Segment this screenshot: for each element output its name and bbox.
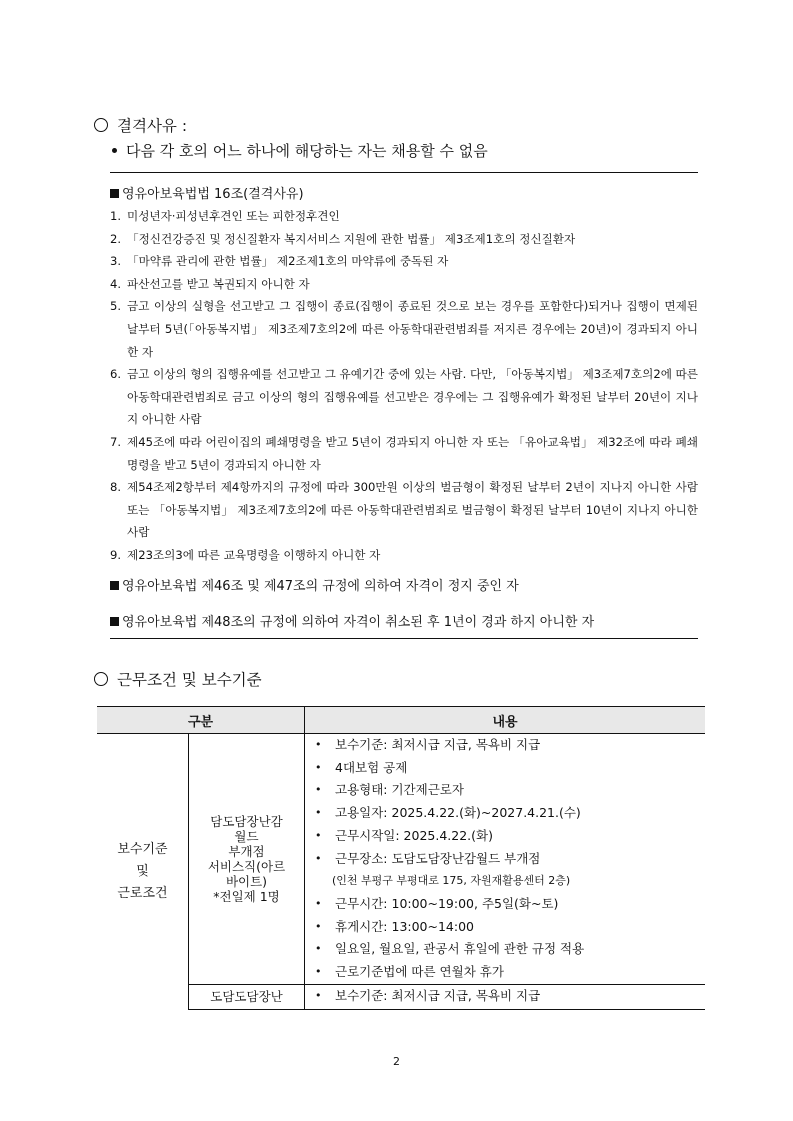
table-row — [97, 984, 705, 1009]
row-label-line: 보수기준 — [117, 841, 168, 857]
list-item — [110, 431, 698, 476]
law-heading — [110, 183, 304, 202]
item-text: 보수기준: 최저시급 지급, 목욕비 지급 — [335, 988, 541, 1004]
bullet-icon: • — [315, 919, 322, 933]
condition-list — [305, 734, 705, 984]
header-content: 내용 — [305, 707, 706, 734]
sub-label — [189, 734, 305, 985]
revocation-heading — [110, 611, 594, 630]
sub-label-line: 월드 — [234, 828, 259, 844]
item-text: 근무시작일: 2025.4.22.(화) — [335, 827, 493, 843]
list-item — [110, 544, 698, 567]
list-item — [110, 363, 698, 431]
revocation-heading-text: 영유아보육법 제48조의 규정에 의하여 자격이 취소된 후 1년이 경과 하지 아니한 자 — [122, 615, 595, 630]
conditions-table — [97, 706, 705, 1010]
item-number: 7. — [110, 434, 122, 449]
header-category: 구분 — [97, 707, 305, 734]
table-row — [97, 734, 705, 985]
row-label-line: 및 — [136, 863, 149, 879]
sub-label-line: *전일제 1명 — [213, 888, 280, 904]
item-number: 4. — [110, 276, 122, 291]
square-bullet-icon — [110, 189, 119, 198]
item-number: 8. — [110, 480, 122, 495]
bullet-icon: • — [315, 828, 322, 842]
list-item — [315, 893, 705, 916]
suspension-heading-text: 영유아보육법 제46조 및 제47조의 규정에 의하여 자격이 정지 중인 자 — [122, 579, 519, 594]
bullet-icon: • — [315, 760, 322, 774]
item-text: 고용일자: 2025.4.22.(화)~2027.4.21.(수) — [335, 805, 581, 821]
item-text: 일요일, 월요일, 관공서 휴일에 관한 규정 적용 — [335, 941, 585, 957]
bullet-icon: • — [315, 738, 322, 751]
list-item — [315, 802, 705, 825]
sub-label-line: 서비스직(아르 — [207, 858, 286, 874]
condition-list — [305, 985, 705, 1008]
item-text: 금고 이상의 형의 집행유예를 선고받고 그 유예기간 중에 있는 사람. 다만, 「아동복지법」 제3조제7호의2에 따른 아동학대관련범죄로 금고 이상의 형의 집행유예를 선고받은 경우에는 그 집행유예가 확정된 날부터 20년이 지나지 아니한 사람 — [127, 367, 698, 427]
item-number: 6. — [110, 367, 122, 382]
item-text: 금고 이상의 실형을 선고받고 그 집행이 종료(집행이 종료된 것으로 보는 경우를 포함한다)되거나 집행이 면제된 날부터 5년(「아동복지법」 제3조제7호의2에 따른 아동학대관련범죄를 저지른 경우에는 20년)이 경과되지 아니한 자 — [127, 299, 698, 359]
list-item — [315, 734, 705, 757]
item-number: 5. — [110, 299, 122, 314]
item-text: 보수기준: 최저시급 지급, 목욕비 지급 — [335, 737, 541, 752]
box-bottom-rule — [110, 638, 698, 639]
sub-label: 도담도담장난 — [189, 984, 305, 1009]
list-item — [315, 938, 705, 961]
suspension-heading — [110, 575, 519, 594]
list-item — [110, 205, 698, 228]
section-title-conditions — [94, 668, 262, 690]
bullet-icon: • — [315, 942, 322, 956]
bullet-icon: • — [315, 851, 322, 865]
page-number: 2 — [393, 1055, 400, 1068]
list-item — [315, 779, 705, 802]
section-title-disqualification — [94, 114, 187, 136]
item-text: 휴게시간: 13:00~14:00 — [335, 918, 475, 934]
list-item — [315, 825, 705, 848]
bullet-icon: • — [315, 783, 322, 797]
list-item — [110, 295, 698, 363]
item-text: 「정신건강증진 및 정신질환자 복지서비스 지원에 관한 법률」 제3조제1호의 정신질환자 — [127, 231, 576, 246]
item-number: 1. — [110, 209, 122, 223]
content-cell — [305, 734, 706, 985]
square-bullet-icon — [110, 617, 119, 626]
sub-label-line: 담도담장난감 — [210, 813, 283, 829]
item-text: 파산선고를 받고 복권되지 아니한 자 — [127, 276, 310, 291]
list-item — [315, 848, 705, 871]
bullet-icon: • — [315, 965, 322, 979]
item-text: 제54조제2항부터 제4항까지의 규정에 따라 300만원 이상의 벌금형이 확정된 날부터 2년이 지나지 아니한 사람 또는 「아동복지법」 제3조제7호의2에 따른 아동학대관련범죄로 벌금형이 확정된 날부터 10년이 지나지 아니한 사람 — [127, 480, 698, 540]
disqualification-list — [110, 205, 698, 567]
table-header-row — [97, 707, 705, 734]
list-item — [315, 916, 705, 939]
item-text: 근로기준법에 따른 연월차 휴가 — [335, 964, 504, 980]
list-item — [110, 228, 698, 251]
address-line: (인천 부평구 부평대로 175, 자원재활용센터 2층) — [332, 874, 571, 888]
list-item — [315, 961, 705, 984]
item-text: 근무장소: 도담도담장난감월드 부개점 — [335, 850, 541, 866]
item-text: 「마약류 관리에 관한 법률」 제2조제1호의 마약류에 중독된 자 — [127, 254, 449, 269]
item-number: 9. — [110, 547, 122, 562]
list-item — [315, 757, 705, 780]
box-top-rule — [110, 172, 698, 173]
item-text: 미성년자·피성년후견인 또는 피한정후견인 — [127, 209, 340, 223]
square-bullet-icon — [110, 581, 119, 590]
sub-label-line: 부개점 — [228, 843, 265, 859]
item-text: 근무시간: 10:00~19:00, 주5일(화~토) — [335, 895, 559, 911]
item-text: 고용형태: 기간제근로자 — [335, 782, 464, 798]
row-label — [97, 734, 189, 1010]
list-item — [110, 273, 698, 296]
content-cell — [305, 984, 706, 1009]
list-item — [110, 476, 698, 544]
item-text: 4대보험 공제 — [335, 759, 408, 775]
item-text: 제23조의3에 따른 교육명령을 이행하지 아니한 자 — [127, 547, 381, 562]
item-number: 3. — [110, 254, 122, 269]
bullet-dot-icon — [112, 148, 117, 153]
row-label-line: 근로조건 — [117, 885, 168, 901]
intro-bullet — [112, 140, 488, 161]
circle-icon — [94, 672, 108, 686]
item-text: 제45조에 따라 어린이집의 폐쇄명령을 받고 5년이 경과되지 아니한 자 또는 「유아교육법」 제32조에 따라 폐쇄명령을 받고 5년이 경과되지 아니한 자 — [127, 434, 698, 472]
law-heading-text: 영유아보육법법 16조(결격사유) — [122, 187, 304, 202]
bullet-icon: • — [315, 806, 322, 820]
list-item — [110, 250, 698, 273]
sub-label-line: 바이트) — [225, 873, 268, 889]
bullet-icon: • — [315, 989, 322, 1003]
circle-icon — [94, 118, 108, 132]
section-title-text: 근무조건 및 보수기준 — [117, 671, 262, 689]
section-title-text: 결격사유 : — [117, 117, 188, 135]
list-item — [315, 985, 705, 1008]
item-number: 2. — [110, 231, 122, 246]
bullet-icon: • — [315, 896, 322, 910]
intro-bullet-text: 다음 각 호의 어느 하나에 해당하는 자는 채용할 수 없음 — [126, 142, 488, 160]
